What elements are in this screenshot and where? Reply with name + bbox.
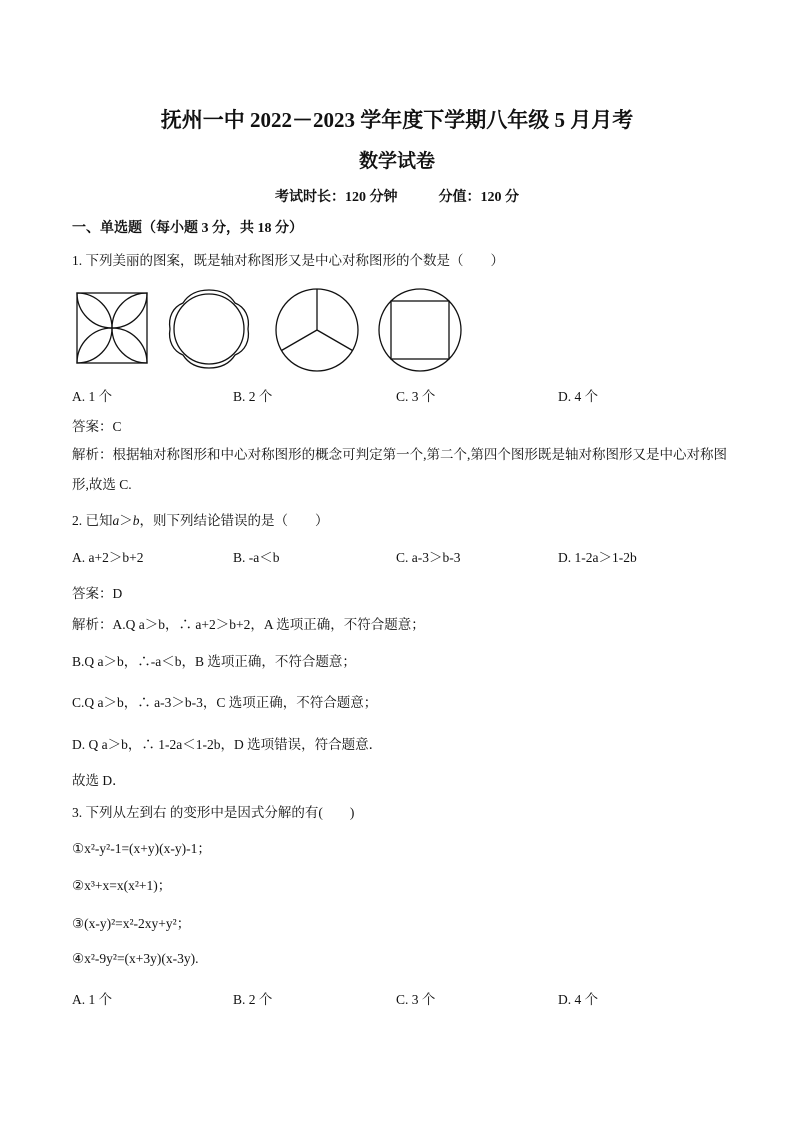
q2-option-a: A. a+2＞b+2 [72,550,144,565]
q3-item-4: ④x²-9y²=(x+3y)(x-3y). [72,951,199,966]
section-heading: 一、单选题（每小题 3 分，共 18 分） [72,221,303,236]
q2-gt: ＞ [119,513,133,528]
q2-analysis-c: C.Q a＞b，∴ a-3＞b-3，C 选项正确，不符合题意； [72,695,378,710]
q2-option-b: B. -a＜b [233,550,280,565]
q3-item-3: ③(x-y)²=x²-2xy+y²； [72,916,191,931]
q2-var-b: b [132,513,140,528]
q2-conclusion: 故选 D． [72,773,126,788]
exam-duration: 考试时长：120 分钟 [275,190,398,205]
q2-answer: 答案：D [72,586,123,601]
q3-stem: 3. 下列从左到右 的变形中是因式分解的有( ) [72,805,355,820]
square-in-circle-icon [376,287,464,373]
q2-analysis-b: B.Q a＞b，∴-a＜b，B 选项正确，不符合题意； [72,654,356,669]
q2-stem-suffix: ，则下列结论错误的是（ ） [139,513,329,528]
q3-option-c: C. 3 个 [396,992,436,1007]
flower-in-square-icon [75,291,149,365]
q1-answer: 答案：C [72,419,122,434]
q3-item-2: ②x³+x=x(x²+1)； [72,878,172,893]
q2-option-c: C. a-3＞b-3 [396,550,461,565]
q1-option-d: D. 4 个 [558,389,599,404]
q2-stem-prefix: 2. 已知 [72,513,113,528]
q3-option-b: B. 2 个 [233,992,273,1007]
q2-analysis-a: 解析：A.Q a＞b，∴ a+2＞b+2，A 选项正确，不符合题意； [72,617,425,632]
q1-option-a: A. 1 个 [72,389,113,404]
q3-option-a: A. 1 个 [72,992,113,1007]
exam-title: 抚州一中 2022－2023 学年度下学期八年级 5 月月考 [160,108,634,132]
q2-analysis-d: D. Q a＞b，∴ 1-2a＜1-2b，D 选项错误，符合题意． [72,737,383,752]
q2-var-a: a [112,513,120,528]
exam-score: 分值：120 分 [438,190,519,205]
wavy-circle-icon [164,285,254,373]
circle-three-sectors-icon [272,287,362,373]
q2-option-d: D. 1-2a＞1-2b [558,550,637,565]
q1-option-c: C. 3 个 [396,389,436,404]
q1-stem: 1. 下列美丽的图案，既是轴对称图形又是中心对称图形的个数是（ ） [72,253,504,268]
exam-subtitle: 数学试卷 [358,151,435,172]
q1-analysis: 解析：根据轴对称图形和中心对称图形的概念可判定第一个,第二个,第四个图形既是轴对称图形又是中心对称图形,故选 C. [72,447,727,492]
q3-item-1: ①x²-y²-1=(x+y)(x-y)-1； [72,841,211,856]
q1-option-b: B. 2 个 [233,389,273,404]
exam-meta [0,186,794,206]
q1-figures [72,285,472,365]
q2-stem [72,509,329,529]
q3-option-d: D. 4 个 [558,992,599,1007]
